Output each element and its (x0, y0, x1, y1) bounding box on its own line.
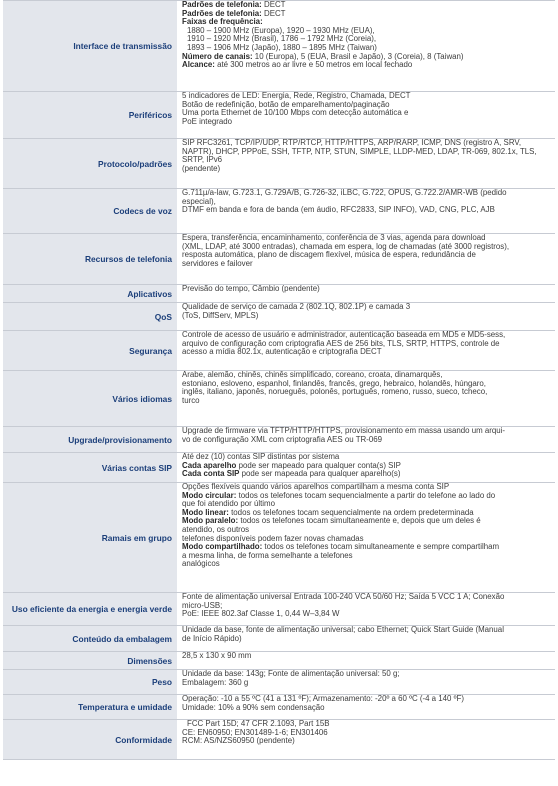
spec-value-text: Árabe, alemão, chinês, chinês simplificado, coreano, croata, dinamarquês, (182, 370, 443, 379)
spec-value-line (182, 165, 551, 174)
spec-value-text: Uma porta Ethernet de 10/100 Mbps com detecção automática e (182, 108, 409, 118)
spec-value-line (182, 109, 551, 118)
spec-value-line (182, 397, 551, 406)
spec-row-security (3, 331, 555, 371)
spec-value (177, 1, 555, 92)
spec-value (177, 331, 555, 371)
spec-value-text: FCC Part 15D; 47 CFR 2.1093, Part 15B (187, 719, 330, 728)
spec-value (177, 92, 555, 139)
spec-value-line (182, 652, 551, 661)
spec-value-text: NAPTR), DHCP, PPPoE, SSH, TFTP, NTP, STUN, SIMPLE, LLDP-MED, LDAP, TR-069, 802.1x, TLS, (182, 146, 537, 156)
spec-value (177, 695, 555, 720)
spec-value-text: PoE: IEEE 802.3af Classe 1, 0,44 W–3,84 W (182, 609, 340, 619)
spec-label: Vários idiomas (3, 371, 177, 427)
spec-label: Uso eficiente da energia e energia verde (3, 593, 177, 626)
spec-value-text: (ToS, DiffServ, MPLS) (182, 310, 259, 320)
spec-value-emphasis: Modo compartilhado: (182, 542, 263, 552)
spec-value-text: Qualidade de serviço de camada 2 (802.1Q, 802.1P) e camada 3 (182, 302, 411, 311)
spec-value (177, 285, 555, 303)
spec-label: Conteúdo da embalagem (3, 626, 177, 652)
spec-row-dimensions (3, 652, 555, 670)
spec-value-text: a mesma linha, de forma semelhante a telefones (182, 550, 353, 560)
spec-value-text: de Início Rápido) (182, 633, 242, 643)
spec-value-text: SRTP, IPv6 (182, 155, 223, 165)
spec-label: Dimensões (3, 652, 177, 670)
spec-label: Protocolo/padrões (3, 139, 177, 189)
spec-value-line (182, 593, 551, 602)
spec-value-text: vo de configuração XML com criptografia AES ou TR-069 (182, 434, 383, 444)
spec-value-text: 10 (Europa), 5 (EUA, Brasil e Japão), 3 (Coreia), 8 (Taiwan) (252, 51, 464, 61)
spec-value (177, 720, 555, 760)
spec-label: Temperatura e umidade (3, 695, 177, 720)
spec-label: Segurança (3, 331, 177, 371)
spec-value-text: especial), (182, 196, 216, 206)
spec-value-text: atendido, os outros (182, 524, 250, 534)
spec-value-line (182, 260, 551, 269)
spec-label: Várias contas SIP (3, 453, 177, 483)
spec-value-text: 5 indicadores de LED: Energia, Rede, Registro, Chamada, DECT (182, 91, 411, 100)
spec-value-text: CE: EN60950; EN301489-1-6; EN301406 (182, 727, 328, 737)
spec-row-sip-accounts (3, 453, 555, 483)
spec-value-line (182, 679, 551, 688)
spec-value-line (182, 148, 551, 157)
spec-row-group-extensions (3, 483, 555, 593)
spec-value-text: estoniano, esloveno, espanhol, finlandês, francês, grego, hebraico, holandês, húngaro, (182, 378, 487, 388)
spec-value (177, 670, 555, 695)
spec-value (177, 427, 555, 453)
spec-value-emphasis: Número de canais: (182, 51, 253, 61)
spec-label: Aplicativos (3, 285, 177, 303)
spec-value-text: arquivo de configuração com criptografia AES de 256 bits, TLS, SRTP, HTTPS, controle de (182, 338, 500, 348)
spec-value-text: Controle de acesso de usuário e administrador, autenticação baseada em MD5 e MD5-sess, (182, 330, 506, 339)
spec-label: Interface de transmissão (3, 1, 177, 92)
spec-row-compliance (3, 720, 555, 760)
spec-value (177, 453, 555, 483)
spec-value (177, 303, 555, 331)
spec-value-line (182, 61, 551, 70)
spec-value-line (182, 206, 551, 215)
spec-value-text: 1910 – 1920 MHz (Brasil), 1786 – 1792 MHz (Coreia), (187, 34, 377, 44)
spec-label: Recursos de telefonia (3, 234, 177, 285)
spec-value-emphasis: Modo circular: (182, 490, 237, 500)
spec-value (177, 371, 555, 427)
spec-row-temperature-humidity (3, 695, 555, 720)
spec-value-emphasis: Cada conta SIP (182, 469, 240, 479)
spec-value-line (182, 285, 551, 294)
spec-value (177, 234, 555, 285)
spec-table (3, 0, 555, 760)
spec-value-line (182, 189, 551, 198)
spec-value-text: Previsão do tempo, Câmbio (pendente) (182, 284, 320, 293)
spec-value-text: Até dez (10) contas SIP distintas por sistema (182, 452, 340, 461)
spec-row-telephony-features (3, 234, 555, 285)
spec-row-energy-efficiency (3, 593, 555, 626)
spec-value-line (182, 610, 551, 619)
spec-row-protocols (3, 139, 555, 189)
spec-value (177, 652, 555, 670)
spec-value-text: que foi atendido por último (182, 499, 275, 509)
spec-row-peripherals (3, 92, 555, 139)
spec-label: Upgrade/provisionamento (3, 427, 177, 453)
spec-label: Periféricos (3, 92, 177, 139)
spec-value-line (182, 470, 551, 479)
spec-value-emphasis: Alcance: (182, 60, 215, 70)
spec-value-text: DTMF em banda e fora de banda (em áudio, RFC2833, SIP INFO), VAD, CNG, PLC, AJB (182, 205, 495, 215)
spec-value-text: servidores e failover (182, 258, 253, 268)
spec-row-qos (3, 303, 555, 331)
spec-value-line (182, 704, 551, 713)
spec-label: Codecs de voz (3, 189, 177, 234)
spec-value-emphasis: Modo paralelo: (182, 516, 239, 526)
spec-value-text: Opções flexíveis quando vários aparelhos compartilham a mesma conta SIP (182, 482, 450, 491)
spec-value-text: Fonte de alimentação universal Entrada 100-240 VCA 50/60 Hz; Saída 5 VCC 1 A; Conexão (182, 592, 505, 601)
spec-value-text: 1880 – 1900 MHz (Europa), 1920 – 1930 MHz (EUA), (187, 25, 375, 35)
spec-value-text: RCM: AS/NZS60950 (pendente) (182, 736, 295, 746)
spec-row-voice-codecs (3, 189, 555, 234)
spec-value-text: todos os telefones tocam simultaneamente e sempre compartilham (262, 542, 500, 552)
spec-value-text: DECT (261, 0, 286, 9)
spec-value-text: Operação: -10 a 55 ºC (41 a 131 ºF); Armazenamento: -20º a 60 ºC (-4 a 140 ºF) (182, 694, 464, 703)
spec-label: QoS (3, 303, 177, 331)
spec-value-text: 1893 – 1906 MHz (Japão), 1880 – 1895 MHz (Taiwan) (187, 42, 377, 52)
spec-value-text: turco (182, 395, 200, 405)
spec-value-line (182, 436, 551, 445)
spec-value-line (182, 635, 551, 644)
spec-row-applications (3, 285, 555, 303)
spec-value-emphasis: Padrões de telefonia: (182, 0, 262, 9)
spec-row-transmission-interface (3, 1, 555, 92)
spec-label: Peso (3, 670, 177, 695)
spec-value-text: Umidade: 10% a 90% sem condensação (182, 702, 325, 712)
spec-value-text: micro-USB; (182, 600, 223, 610)
spec-value-text: pode ser mapeado para qualquer conta(s) SIP (236, 460, 401, 470)
spec-row-package-contents (3, 626, 555, 652)
spec-table-body (3, 1, 555, 760)
spec-value-text: Embalagem: 360 g (182, 677, 249, 687)
spec-value-text: acesso a mídia 802.1x, autenticação e criptografia DECT (182, 347, 382, 357)
spec-value-text: analógicos (182, 559, 220, 569)
spec-value-text: PoE integrado (182, 116, 233, 126)
spec-value (177, 189, 555, 234)
spec-value-emphasis: Faixas de frequência: (182, 17, 263, 27)
spec-value-text: Espera, transferência, encaminhamento, conferência de 3 vias, agenda para download (182, 233, 486, 242)
spec-value-text: (XML, LDAP, até 3000 entradas), chamada em espera, log de chamadas (até 3000 registros), (182, 241, 510, 251)
spec-value-text: todos os telefones tocam sequencialmente a partir do telefone ao lado do (236, 490, 496, 500)
spec-value (177, 139, 555, 189)
spec-value (177, 626, 555, 652)
spec-value-line (182, 348, 551, 357)
spec-value-line (182, 560, 551, 569)
spec-value-text: SIP RFC3261, TCP/IP/UDP, RTP/RTCP, HTTP/HTTPS, ARP/RARP, ICMP, DNS (registro A, SRV, (182, 138, 522, 147)
spec-value-text: até 300 metros ao ar livre e 50 metros em local fechado (214, 60, 413, 70)
spec-value-text: Botão de redefinição, botão de emparelhamento/paginação (182, 99, 390, 109)
spec-label: Conformidade (3, 720, 177, 760)
spec-label: Ramais em grupo (3, 483, 177, 593)
spec-value-line (182, 118, 551, 127)
spec-row-languages (3, 371, 555, 427)
spec-value-text: pode ser mapeada para qualquer aparelho(s) (239, 469, 401, 479)
spec-value-text: G.711µ/a-law, G.723.1, G.729A/B, G.726-32, iLBC, G.722, OPUS, G.722.2/AMR-WB (pedido (182, 188, 507, 197)
spec-value-line (182, 552, 551, 561)
spec-row-upgrade-provisioning (3, 427, 555, 453)
spec-value-text: 28,5 x 130 x 90 mm (182, 651, 252, 660)
spec-value-text: DECT (261, 8, 286, 18)
spec-value-line (182, 312, 551, 321)
spec-value-text: Upgrade de firmware via TFTP/HTTP/HTTPS, provisionamento em massa usando um arqui- (182, 426, 506, 435)
spec-value-line (182, 388, 551, 397)
spec-value-emphasis: Modo linear: (182, 507, 229, 517)
spec-value-text: todos os telefones tocam sequencialmente na ordem predeterminada (228, 507, 474, 517)
spec-row-weight (3, 670, 555, 695)
spec-value (177, 593, 555, 626)
spec-value-text: telefones disponíveis podem fazer novas chamadas (182, 533, 364, 543)
spec-value-text: resposta automática, plano de discagem flexível, música de espera, redundância de (182, 250, 476, 260)
spec-value (177, 483, 555, 593)
spec-value-line (182, 737, 551, 746)
spec-value-text: Unidade da base: 143g; Fonte de alimentação universal: 50 g; (182, 669, 400, 678)
spec-value-text: inglês, italiano, japonês, norueguês, polonês, português, romeno, russo, sueco, tcheco, (182, 387, 488, 397)
spec-value-text: Unidade da base, fonte de alimentação universal; cabo Ethernet; Quick Start Guide (Manual (182, 625, 504, 634)
spec-value-text: todos os telefones tocam simultaneamente e, depois que um deles é (238, 516, 481, 526)
spec-value-emphasis: Cada aparelho (182, 460, 237, 470)
spec-value-emphasis: Padrões de telefonia: (182, 8, 262, 18)
spec-value-text: (pendente) (182, 163, 221, 173)
spec-value-line (182, 156, 551, 165)
